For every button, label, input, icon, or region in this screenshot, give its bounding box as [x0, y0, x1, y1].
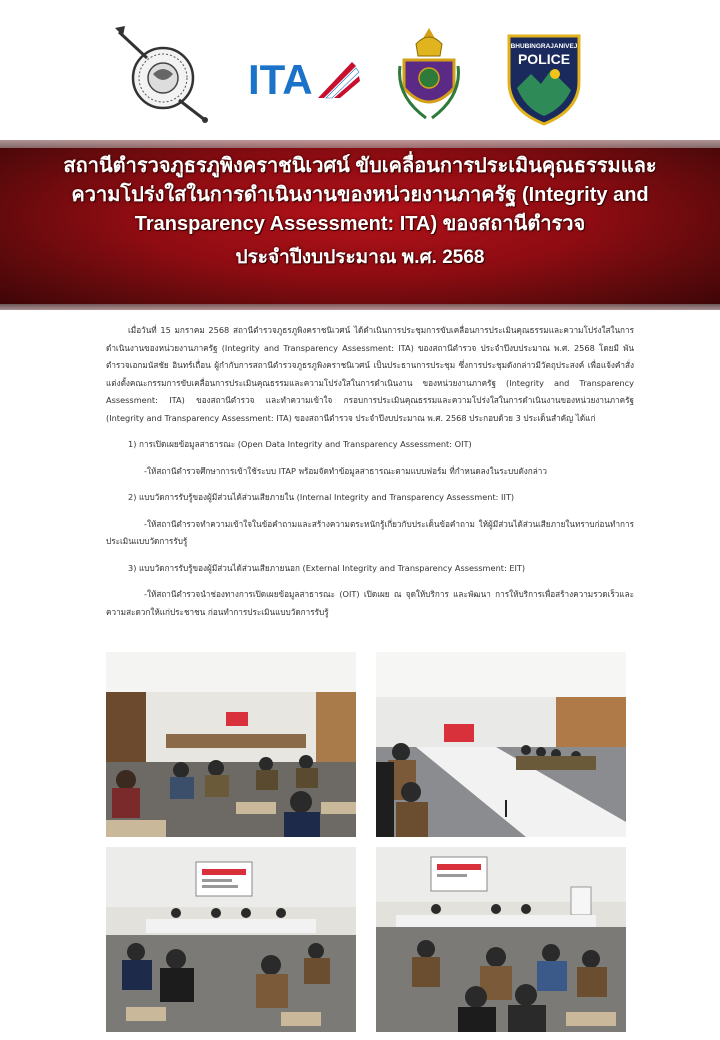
headline-title — [18, 152, 702, 239]
article-body — [106, 322, 634, 621]
headline-subtitle: ประจำปีงบประมาณ พ.ศ. 2568 — [235, 247, 485, 268]
royal-seal-logo — [115, 24, 210, 124]
item-2-detail: -ให้สถานีตำรวจทำความเข้าใจในข้อคำถามและสร้างความตระหนักรู้เกี่ยวกับประเด็นข้อคำถาม ให้ผู้มีส่วนได้ส่วนเสียภายในทราบก่อนทำการประเมินแบบวัดการรับรู้ — [106, 518, 634, 546]
meeting-photo-3 — [106, 847, 356, 1032]
logo-row — [0, 18, 720, 133]
police-emblem-logo — [396, 26, 462, 122]
meeting-photo-1 — [106, 652, 356, 837]
police-badge-top-text: BHUBINGRAJANIVEJ — [510, 43, 578, 50]
police-badge-main-text: POLICE — [517, 51, 571, 67]
banner-top-edge — [0, 140, 720, 148]
item-1-detail: -ให้สถานีตำรวจศึกษาการเข้าใช้ระบบ ITAP พร้อมจัดทำข้อมูลสาธารณะตามแบบฟอร์ม ที่กำหนดลงในระบบดังกล่าว — [144, 465, 547, 476]
headline-line-3: Transparency Assessment: ITA) ของสถานีตำรวจ — [134, 213, 586, 235]
ita-logo — [248, 58, 360, 100]
item-2-heading: 2) แบบวัดการรับรู้ของผู้มีส่วนได้ส่วนเสียภายใน (Internal Integrity and Transparency Assessment: IIT) — [128, 492, 515, 502]
headline-line-1: สถานีตำรวจภูธรภูพิงคราชนิเวศน์ ขับเคลื่อนการประเมินคุณธรรมและ — [63, 155, 657, 177]
item-3-detail: -ให้สถานีตำรวจนำช่องทางการเปิดเผยข้อมูลสาธารณะ (OIT) เปิดเผย ณ จุดให้บริการ และพัฒนา การให้บริการเพื่อสร้างความรวดเร็วและความสะดวกให้แก่ประชาชน ก่อนทำการประเมินแบบวัดการรับรู้ — [106, 589, 634, 617]
article-intro: เมื่อวันที่ 15 มกราคม 2568 สถานีตำรวจภูธรภูพิงคราชนิเวศน์ ได้ดำเนินการประชุมการขับเคลื่อนการประเมินคุณธรรมและความโปร่งใสในการดำเนินงานของหน่วยงานภาครัฐ (Integrity and Transparency Assessment: ITA) ของสถานีตำรวจ ประจำปีงบประมาณ พ.ศ. 2568 โดยมี พันตำรวจเอกมนัสชัย อินทร์เถื่อน ผู้กำกับการสถานีตำรวจภูธรภูพิงคราชนิเวศน์ เป็นประธานการประชุม ซึ่งการประชุมดังกล่าวมีวัตถุประสงค์ เพื่อแจ้งคำสั่งแต่งตั้งคณะกรรมการขับเคลื่อนการประเมินคุณธรรมและความโปร่งใสในการดำเนินงาน ของหน่วยงานภาครัฐ (Integrity and Transparency Assessment: ITA) ของสถานีตำรวจ และทำความเข้าใจ กรอบการประเมินคุณธรรมและความโปร่งใสในการดำเนินงานของหน่วยงานภาครัฐ (Integrity and Transparency Assessment: ITA) ของสถานีตำรวจ ประจำปีงบประมาณ พ.ศ. 2568 ประกอบด้วย 3 ประเด็นสำคัญ ได้แก่ — [106, 325, 634, 423]
headline-line-2: ความโปร่งใสในการดำเนินงานของหน่วยงานภาครัฐ (Integrity and — [71, 184, 649, 206]
banner-bottom-edge — [0, 304, 720, 310]
ita-logo-text: ITA — [248, 58, 313, 100]
headline-banner — [0, 140, 720, 310]
item-3-heading: 3) แบบวัดการรับรู้ของผู้มีส่วนได้ส่วนเสียภายนอก (External Integrity and Transparency Assessment: EIT) — [128, 562, 526, 573]
photo-grid — [106, 652, 628, 1032]
police-badge-logo — [505, 30, 583, 126]
meeting-photo-4 — [376, 847, 626, 1032]
item-1-heading: 1) การเปิดเผยข้อมูลสาธารณะ (Open Data Integrity and Transparency Assessment: OIT) — [128, 439, 472, 449]
meeting-photo-2 — [376, 652, 626, 837]
